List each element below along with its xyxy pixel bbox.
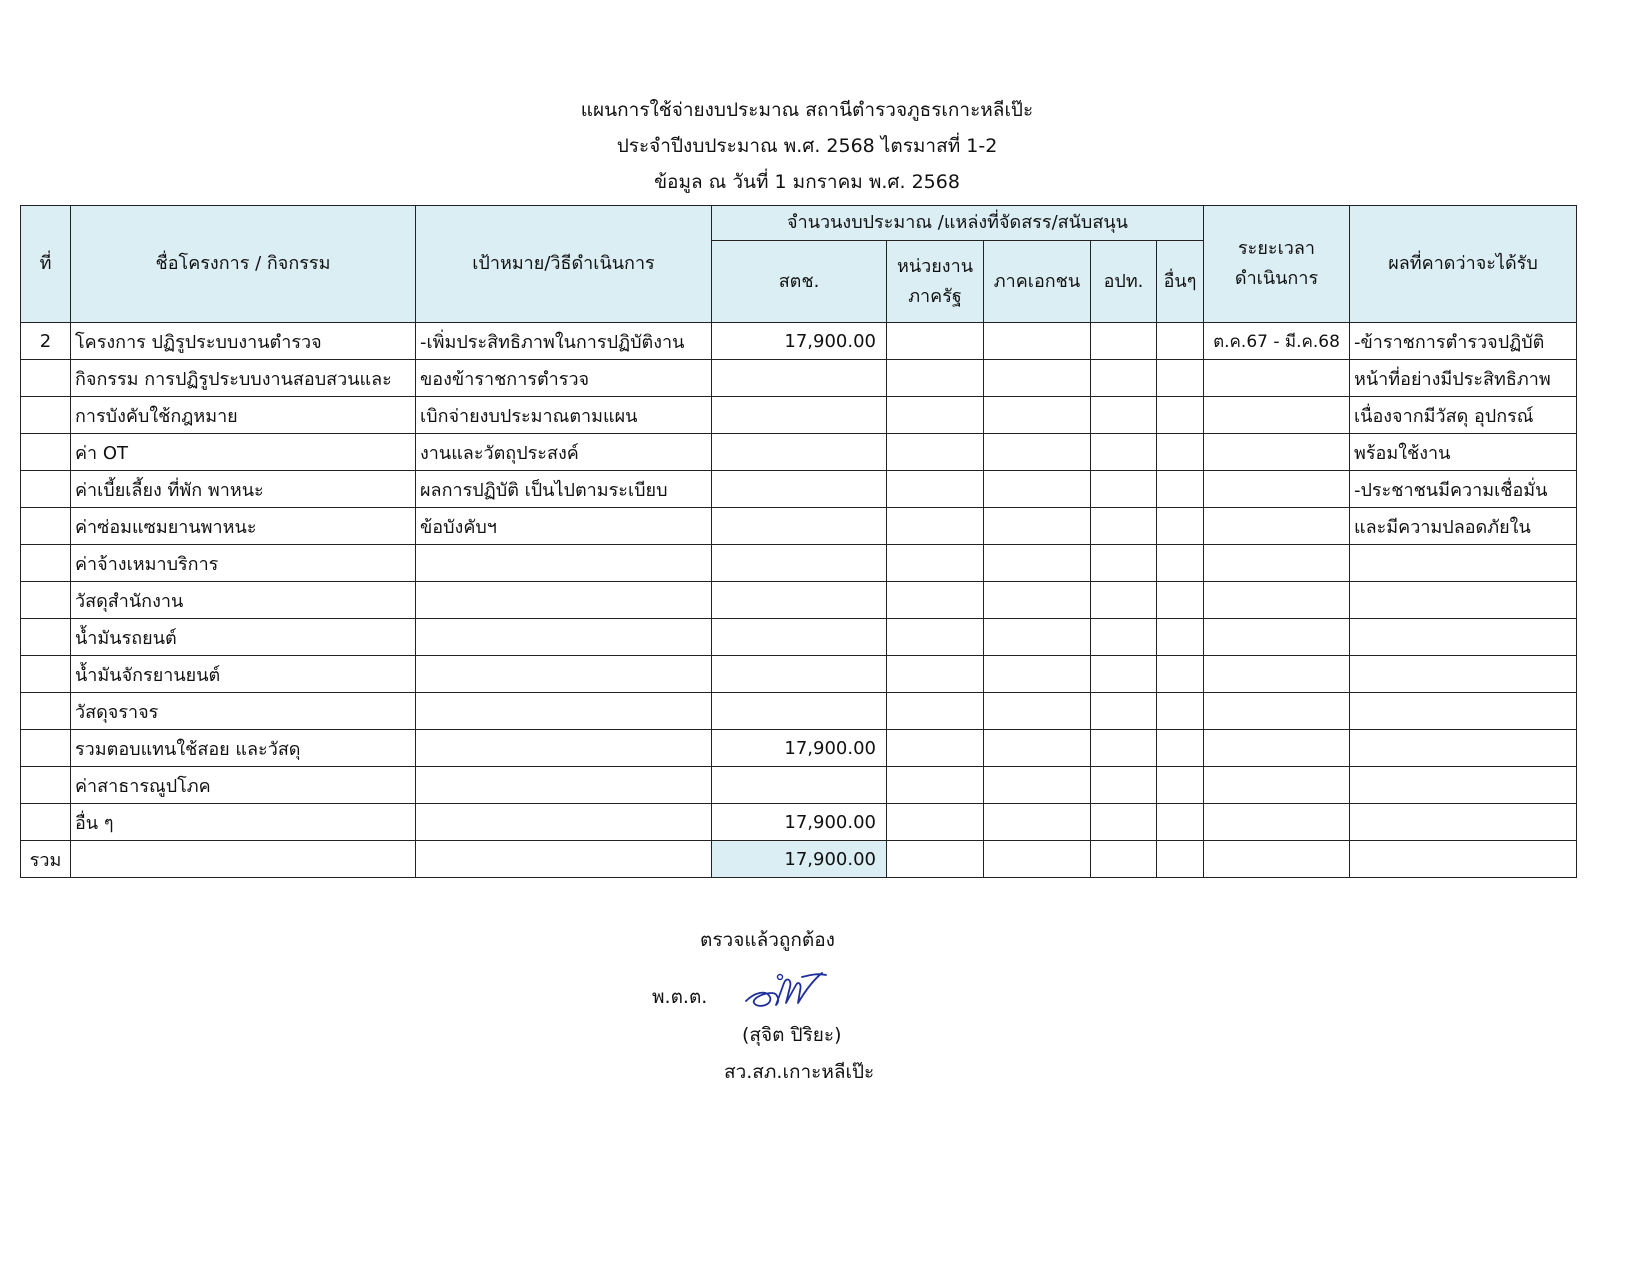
other-budget-cell <box>1157 804 1204 841</box>
target-method-cell: ผลการปฏิบัติ เป็นไปตามระเบียบ <box>416 471 712 508</box>
column-header-gov <box>887 241 984 323</box>
local-budget-cell <box>1091 693 1157 730</box>
project-activity-cell: ค่าจ้างเหมาบริการ <box>71 545 416 582</box>
table-header <box>21 206 1577 323</box>
signer-name: (สุจิต ปิริยะ) <box>742 1024 842 1046</box>
local-budget-cell <box>1091 730 1157 767</box>
table-cell <box>887 841 984 878</box>
period-cell <box>1204 471 1350 508</box>
target-method-cell: -เพิ่มประสิทธิภาพในการปฏิบัติงาน <box>416 323 712 360</box>
project-activity-cell: โครงการ ปฏิรูประบบงานตำรวจ <box>71 323 416 360</box>
row-number <box>21 582 71 619</box>
table-row <box>21 471 1577 508</box>
column-header-rtp: สตช. <box>712 241 887 323</box>
rtp-budget-cell <box>712 508 887 545</box>
gov-budget-cell <box>887 767 984 804</box>
target-method-cell: งานและวัตถุประสงค์ <box>416 434 712 471</box>
other-budget-cell <box>1157 619 1204 656</box>
row-number <box>21 545 71 582</box>
local-budget-cell <box>1091 619 1157 656</box>
period-header-line1: ระยะเวลา <box>1238 238 1315 259</box>
row-number: 2 <box>21 323 71 360</box>
rtp-budget-cell <box>712 582 887 619</box>
private-budget-cell <box>984 767 1091 804</box>
project-activity-cell: วัสดุสำนักงาน <box>71 582 416 619</box>
table-row <box>21 730 1577 767</box>
table-row <box>21 545 1577 582</box>
expected-result-cell <box>1350 656 1577 693</box>
table-cell <box>1157 841 1204 878</box>
gov-budget-cell <box>887 619 984 656</box>
expected-result-cell <box>1350 582 1577 619</box>
private-budget-cell <box>984 508 1091 545</box>
target-method-cell <box>416 656 712 693</box>
project-activity-cell: น้ำมันรถยนต์ <box>71 619 416 656</box>
gov-budget-cell <box>887 582 984 619</box>
rtp-budget-cell <box>712 656 887 693</box>
target-method-cell <box>416 730 712 767</box>
expected-result-cell <box>1350 730 1577 767</box>
gov-header-line1: หน่วยงาน <box>896 255 974 277</box>
gov-budget-cell <box>887 323 984 360</box>
total-label: รวม <box>21 841 71 878</box>
private-budget-cell <box>984 323 1091 360</box>
private-budget-cell <box>984 545 1091 582</box>
local-budget-cell <box>1091 545 1157 582</box>
project-activity-cell: รวมตอบแทนใช้สอย และวัสดุ <box>71 730 416 767</box>
other-budget-cell <box>1157 508 1204 545</box>
local-budget-cell <box>1091 804 1157 841</box>
local-budget-cell <box>1091 360 1157 397</box>
period-header-line2: ดำเนินการ <box>1234 268 1319 289</box>
column-header-result: ผลที่คาดว่าจะได้รับ <box>1350 206 1577 323</box>
period-cell <box>1204 693 1350 730</box>
signer-position: สว.สภ.เกาะหลีเป๊ะ <box>724 1061 875 1083</box>
rtp-budget-cell: 17,900.00 <box>712 323 887 360</box>
total-row <box>21 841 1577 878</box>
table-row <box>21 397 1577 434</box>
project-activity-cell: ค่าสาธารณูปโภค <box>71 767 416 804</box>
gov-budget-cell <box>887 434 984 471</box>
gov-budget-cell <box>887 730 984 767</box>
rtp-budget-cell <box>712 360 887 397</box>
target-method-cell <box>416 767 712 804</box>
table-cell <box>71 841 416 878</box>
local-budget-cell <box>1091 656 1157 693</box>
column-header-period <box>1204 206 1350 323</box>
other-budget-cell <box>1157 730 1204 767</box>
row-number <box>21 434 71 471</box>
other-budget-cell <box>1157 582 1204 619</box>
local-budget-cell <box>1091 434 1157 471</box>
gov-budget-cell <box>887 397 984 434</box>
project-activity-cell: ค่า OT <box>71 434 416 471</box>
project-activity-cell: ค่าซ่อมแซมยานพาหนะ <box>71 508 416 545</box>
total-rtp-amount: 17,900.00 <box>712 841 887 878</box>
rtp-budget-cell: 17,900.00 <box>712 730 887 767</box>
project-activity-cell: การบังคับใช้กฎหมาย <box>71 397 416 434</box>
gov-budget-cell <box>887 508 984 545</box>
period-cell <box>1204 508 1350 545</box>
column-header-private: ภาคเอกชน <box>984 241 1091 323</box>
period-cell <box>1204 545 1350 582</box>
target-method-cell <box>416 804 712 841</box>
rtp-budget-cell <box>712 619 887 656</box>
expected-result-cell: และมีความปลอดภัยใน <box>1350 508 1577 545</box>
handwritten-signature <box>740 963 830 1015</box>
data-as-of-date: ข้อมูล ณ วันที่ 1 มกราคม พ.ศ. 2568 <box>654 171 960 193</box>
rtp-budget-cell <box>712 397 887 434</box>
table-row <box>21 360 1577 397</box>
row-number <box>21 767 71 804</box>
expected-result-cell <box>1350 767 1577 804</box>
table-row <box>21 434 1577 471</box>
row-number <box>21 804 71 841</box>
gov-budget-cell <box>887 656 984 693</box>
project-activity-cell: กิจกรรม การปฏิรูประบบงานสอบสวนและ <box>71 360 416 397</box>
other-budget-cell <box>1157 656 1204 693</box>
target-method-cell <box>416 582 712 619</box>
gov-budget-cell <box>887 693 984 730</box>
column-header-target: เป้าหมาย/วิธีดำเนินการ <box>416 206 712 323</box>
other-budget-cell <box>1157 545 1204 582</box>
table-row <box>21 767 1577 804</box>
table-row <box>21 804 1577 841</box>
project-activity-cell: ค่าเบี้ยเลี้ยง ที่พัก พาหนะ <box>71 471 416 508</box>
expected-result-cell: -ข้าราชการตำรวจปฏิบัติ <box>1350 323 1577 360</box>
document-title: แผนการใช้จ่ายงบประมาณ สถานีตำรวจภูธรเกาะหลีเป๊ะ <box>580 99 1034 121</box>
table-body <box>21 323 1577 841</box>
target-method-cell <box>416 545 712 582</box>
row-number <box>21 471 71 508</box>
gov-header-line2: ภาครัฐ <box>908 285 962 307</box>
row-number <box>21 508 71 545</box>
gov-budget-cell <box>887 804 984 841</box>
private-budget-cell <box>984 730 1091 767</box>
other-budget-cell <box>1157 397 1204 434</box>
period-cell <box>1204 656 1350 693</box>
target-method-cell <box>416 693 712 730</box>
project-activity-cell: อื่น ๆ <box>71 804 416 841</box>
period-cell <box>1204 397 1350 434</box>
rtp-budget-cell <box>712 471 887 508</box>
expected-result-cell <box>1350 804 1577 841</box>
period-cell <box>1204 434 1350 471</box>
table-row <box>21 619 1577 656</box>
target-method-cell <box>416 619 712 656</box>
table-cell <box>1204 841 1350 878</box>
rtp-budget-cell <box>712 767 887 804</box>
expected-result-cell <box>1350 693 1577 730</box>
column-header-project: ชื่อโครงการ / กิจกรรม <box>71 206 416 323</box>
table-cell <box>416 841 712 878</box>
period-cell <box>1204 767 1350 804</box>
verified-text: ตรวจแล้วถูกต้อง <box>700 929 835 951</box>
table-row <box>21 508 1577 545</box>
rtp-budget-cell <box>712 545 887 582</box>
private-budget-cell <box>984 656 1091 693</box>
column-header-local: อปท. <box>1091 241 1157 323</box>
project-activity-cell: วัสดุจราจร <box>71 693 416 730</box>
rtp-budget-cell <box>712 434 887 471</box>
private-budget-cell <box>984 619 1091 656</box>
expected-result-cell: พร้อมใช้งาน <box>1350 434 1577 471</box>
other-budget-cell <box>1157 471 1204 508</box>
local-budget-cell <box>1091 582 1157 619</box>
column-header-other: อื่นๆ <box>1157 241 1204 323</box>
local-budget-cell <box>1091 767 1157 804</box>
table-row <box>21 693 1577 730</box>
local-budget-cell <box>1091 397 1157 434</box>
target-method-cell: เบิกจ่ายงบประมาณตามแผน <box>416 397 712 434</box>
row-number <box>21 619 71 656</box>
row-number <box>21 360 71 397</box>
expected-result-cell <box>1350 545 1577 582</box>
target-method-cell: ของข้าราชการตำรวจ <box>416 360 712 397</box>
period-cell <box>1204 582 1350 619</box>
row-number <box>21 656 71 693</box>
other-budget-cell <box>1157 323 1204 360</box>
column-header-budget-group: จำนวนงบประมาณ /แหล่งที่จัดสรร/สนับสนุน <box>712 206 1204 241</box>
row-number <box>21 397 71 434</box>
column-header-no: ที่ <box>21 206 71 323</box>
period-cell <box>1204 804 1350 841</box>
rtp-budget-cell: 17,900.00 <box>712 804 887 841</box>
table-cell <box>984 841 1091 878</box>
row-number <box>21 693 71 730</box>
period-cell: ต.ค.67 - มี.ค.68 <box>1204 323 1350 360</box>
table-row <box>21 582 1577 619</box>
gov-budget-cell <box>887 360 984 397</box>
local-budget-cell <box>1091 471 1157 508</box>
rtp-budget-cell <box>712 693 887 730</box>
expected-result-cell: -ประชาชนมีความเชื่อมั่น <box>1350 471 1577 508</box>
gov-budget-cell <box>887 471 984 508</box>
row-number <box>21 730 71 767</box>
private-budget-cell <box>984 804 1091 841</box>
expected-result-cell: หน้าที่อย่างมีประสิทธิภาพ <box>1350 360 1577 397</box>
table-row <box>21 323 1577 360</box>
period-cell <box>1204 619 1350 656</box>
document-subtitle: ประจำปีงบประมาณ พ.ศ. 2568 ไตรมาสที่ 1-2 <box>616 135 998 157</box>
private-budget-cell <box>984 693 1091 730</box>
table-row <box>21 656 1577 693</box>
table-cell <box>1091 841 1157 878</box>
budget-plan-table <box>20 205 1577 878</box>
other-budget-cell <box>1157 693 1204 730</box>
private-budget-cell <box>984 582 1091 619</box>
project-activity-cell: น้ำมันจักรยานยนต์ <box>71 656 416 693</box>
expected-result-cell: เนื่องจากมีวัสดุ อุปกรณ์ <box>1350 397 1577 434</box>
local-budget-cell <box>1091 508 1157 545</box>
period-cell <box>1204 360 1350 397</box>
other-budget-cell <box>1157 360 1204 397</box>
private-budget-cell <box>984 397 1091 434</box>
period-cell <box>1204 730 1350 767</box>
local-budget-cell <box>1091 323 1157 360</box>
expected-result-cell <box>1350 619 1577 656</box>
target-method-cell: ข้อบังคับฯ <box>416 508 712 545</box>
table-cell <box>1350 841 1577 878</box>
private-budget-cell <box>984 471 1091 508</box>
private-budget-cell <box>984 434 1091 471</box>
document-header <box>0 92 1614 200</box>
gov-budget-cell <box>887 545 984 582</box>
private-budget-cell <box>984 360 1091 397</box>
signer-rank: พ.ต.ต. <box>652 986 708 1008</box>
other-budget-cell <box>1157 767 1204 804</box>
other-budget-cell <box>1157 434 1204 471</box>
